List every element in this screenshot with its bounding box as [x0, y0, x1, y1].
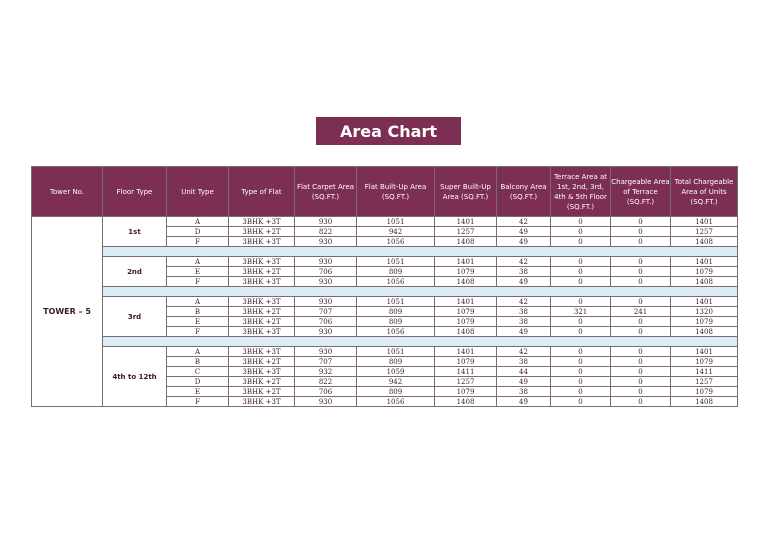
table-cell: 0	[551, 237, 611, 247]
table-cell: 0	[611, 277, 671, 287]
column-header: Total Chargeable Area of Units (SQ.FT.)	[671, 167, 738, 217]
table-cell: 44	[497, 367, 551, 377]
table-cell: 0	[551, 277, 611, 287]
table-cell: 0	[551, 377, 611, 387]
table-cell: 1257	[671, 227, 738, 237]
table-cell: B	[167, 357, 229, 367]
table-cell: 930	[295, 237, 357, 247]
table-cell: 3BHK +2T	[229, 317, 295, 327]
table-cell: 42	[497, 347, 551, 357]
table-cell: E	[167, 317, 229, 327]
table-cell: 1411	[671, 367, 738, 377]
table-cell: 3BHK +2T	[229, 307, 295, 317]
table-cell: D	[167, 227, 229, 237]
table-cell: 321	[551, 307, 611, 317]
group-separator	[32, 337, 738, 347]
table-cell: 1401	[435, 217, 497, 227]
table-cell: 930	[295, 397, 357, 407]
table-cell: 1320	[671, 307, 738, 317]
table-cell: 0	[551, 327, 611, 337]
table-cell: 241	[611, 307, 671, 317]
table-cell: 49	[497, 277, 551, 287]
column-header: Terrace Area at 1st, 2nd, 3rd, 4th & 5th Floor (SQ.FT.)	[551, 167, 611, 217]
column-header: Type of Flat	[229, 167, 295, 217]
table-cell: 3BHK +3T	[229, 277, 295, 287]
table-cell: 0	[611, 327, 671, 337]
table-cell: 809	[357, 357, 435, 367]
table-cell: 0	[551, 317, 611, 327]
table-cell: 1051	[357, 217, 435, 227]
table-cell: 930	[295, 277, 357, 287]
table-cell: 38	[497, 317, 551, 327]
table-cell: 930	[295, 257, 357, 267]
table-cell: 0	[611, 357, 671, 367]
table-cell: 1401	[671, 257, 738, 267]
floor-type-cell: 1st	[103, 217, 167, 247]
table-cell: F	[167, 397, 229, 407]
column-header: Super Built-Up Area (SQ.FT.)	[435, 167, 497, 217]
table-cell: 38	[497, 357, 551, 367]
table-cell: 0	[611, 297, 671, 307]
table-cell: 1079	[671, 357, 738, 367]
table-cell: 1056	[357, 397, 435, 407]
table-cell: 1056	[357, 327, 435, 337]
table-cell: 1401	[671, 217, 738, 227]
table-cell: 0	[551, 257, 611, 267]
table-cell: 38	[497, 307, 551, 317]
table-row	[32, 347, 738, 357]
table-cell: 1408	[435, 277, 497, 287]
table-cell: D	[167, 377, 229, 387]
table-cell: 822	[295, 227, 357, 237]
table-cell: 1408	[671, 397, 738, 407]
table-cell: E	[167, 267, 229, 277]
table-cell: 0	[551, 347, 611, 357]
table-cell: A	[167, 347, 229, 357]
table-cell: A	[167, 257, 229, 267]
table-cell: 42	[497, 297, 551, 307]
table-cell: 707	[295, 357, 357, 367]
table-cell: 49	[497, 227, 551, 237]
area-table	[31, 166, 738, 407]
table-cell: 3BHK +3T	[229, 397, 295, 407]
table-cell: 0	[611, 237, 671, 247]
table-cell: 1079	[435, 317, 497, 327]
table-cell: 1408	[435, 237, 497, 247]
table-cell: 1079	[671, 387, 738, 397]
table-cell: 0	[611, 257, 671, 267]
table-cell: 0	[611, 217, 671, 227]
table-cell: B	[167, 307, 229, 317]
table-cell: 0	[611, 377, 671, 387]
table-cell: 809	[357, 317, 435, 327]
table-cell: 3BHK +2T	[229, 387, 295, 397]
table-cell: 1408	[435, 397, 497, 407]
table-cell: 3BHK +3T	[229, 347, 295, 357]
table-cell: 0	[611, 267, 671, 277]
table-cell: C	[167, 367, 229, 377]
table-cell: 1079	[671, 267, 738, 277]
table-cell: 930	[295, 217, 357, 227]
table-cell: 932	[295, 367, 357, 377]
table-cell: 1051	[357, 347, 435, 357]
table-cell: 1401	[435, 347, 497, 357]
table-cell: 3BHK +2T	[229, 227, 295, 237]
column-header: Balcony Area (SQ.FT.)	[497, 167, 551, 217]
table-cell: 1051	[357, 297, 435, 307]
table-cell: 1408	[671, 277, 738, 287]
table-cell: 38	[497, 387, 551, 397]
table-cell: 930	[295, 297, 357, 307]
table-cell: 706	[295, 317, 357, 327]
table-cell: 707	[295, 307, 357, 317]
tower-cell: TOWER – 5	[32, 217, 103, 407]
page-title: Area Chart	[316, 117, 461, 145]
column-header: Flat Carpet Area (SQ.FT.)	[295, 167, 357, 217]
table-cell: 942	[357, 227, 435, 237]
table-cell: E	[167, 387, 229, 397]
table-cell: 3BHK +3T	[229, 217, 295, 227]
group-separator	[32, 287, 738, 297]
column-header: Floor Type	[103, 167, 167, 217]
table-cell: 1051	[357, 257, 435, 267]
table-cell: F	[167, 277, 229, 287]
table-cell: 0	[611, 387, 671, 397]
table-cell: 930	[295, 347, 357, 357]
table-cell: 1401	[435, 297, 497, 307]
table-cell: 1079	[435, 387, 497, 397]
table-cell: 0	[551, 397, 611, 407]
table-cell: 3BHK +3T	[229, 327, 295, 337]
table-cell: 1059	[357, 367, 435, 377]
table-cell: 3BHK +3T	[229, 237, 295, 247]
table-cell: 0	[611, 317, 671, 327]
table-cell: 49	[497, 237, 551, 247]
table-cell: 0	[551, 367, 611, 377]
table-cell: 3BHK +2T	[229, 377, 295, 387]
table-cell: 809	[357, 387, 435, 397]
table-cell: 1408	[435, 327, 497, 337]
table-cell: 0	[551, 227, 611, 237]
table-cell: 49	[497, 397, 551, 407]
table-cell: 1408	[671, 237, 738, 247]
table-cell: 49	[497, 327, 551, 337]
table-cell: 809	[357, 267, 435, 277]
table-cell: 0	[611, 367, 671, 377]
table-cell: 1411	[435, 367, 497, 377]
table-cell: 49	[497, 377, 551, 387]
table-cell: A	[167, 297, 229, 307]
table-cell: 3BHK +3T	[229, 297, 295, 307]
header-row	[32, 167, 738, 217]
table-cell: 42	[497, 217, 551, 227]
table-cell: 0	[551, 357, 611, 367]
table-cell: 3BHK +2T	[229, 357, 295, 367]
table-cell: 38	[497, 267, 551, 277]
table-cell: 822	[295, 377, 357, 387]
table-cell: 1056	[357, 237, 435, 247]
separator-cell	[103, 247, 738, 257]
table-cell: 1079	[435, 267, 497, 277]
column-header: Tower No.	[32, 167, 103, 217]
table-cell: 3BHK +2T	[229, 267, 295, 277]
table-cell: 42	[497, 257, 551, 267]
floor-type-cell: 3rd	[103, 297, 167, 337]
table-cell: 0	[611, 397, 671, 407]
table-cell: 0	[551, 267, 611, 277]
table-cell: 3BHK +3T	[229, 257, 295, 267]
table-cell: 1257	[435, 377, 497, 387]
table-cell: 3BHK +3T	[229, 367, 295, 377]
table-cell: 0	[611, 227, 671, 237]
table-cell: 1079	[435, 357, 497, 367]
table-cell: 1408	[671, 327, 738, 337]
separator-cell	[103, 287, 738, 297]
group-separator	[32, 247, 738, 257]
floor-type-cell: 2nd	[103, 257, 167, 287]
table-cell: 0	[551, 297, 611, 307]
table-cell: 1401	[435, 257, 497, 267]
table-cell: 0	[551, 387, 611, 397]
floor-type-cell: 4th to 12th	[103, 347, 167, 407]
table-cell: 1079	[435, 307, 497, 317]
separator-cell	[103, 337, 738, 347]
table-cell: F	[167, 237, 229, 247]
table-cell: 706	[295, 387, 357, 397]
table-cell: 1079	[671, 317, 738, 327]
column-header: Unit Type	[167, 167, 229, 217]
table-cell: 706	[295, 267, 357, 277]
table-cell: 930	[295, 327, 357, 337]
column-header: Chargeable Area of Terrace (SQ.FT.)	[611, 167, 671, 217]
table-cell: 1401	[671, 347, 738, 357]
table-row	[32, 257, 738, 267]
table-row	[32, 297, 738, 307]
table-cell: 809	[357, 307, 435, 317]
table-cell: 0	[551, 217, 611, 227]
column-header: Flat Built-Up Area (SQ.FT.)	[357, 167, 435, 217]
table-cell: F	[167, 327, 229, 337]
table-cell: 1401	[671, 297, 738, 307]
table-cell: 1257	[671, 377, 738, 387]
table-cell: A	[167, 217, 229, 227]
table-cell: 942	[357, 377, 435, 387]
table-cell: 1056	[357, 277, 435, 287]
table-cell: 0	[611, 347, 671, 357]
table-cell: 1257	[435, 227, 497, 237]
table-row	[32, 217, 738, 227]
table-body	[32, 217, 738, 407]
